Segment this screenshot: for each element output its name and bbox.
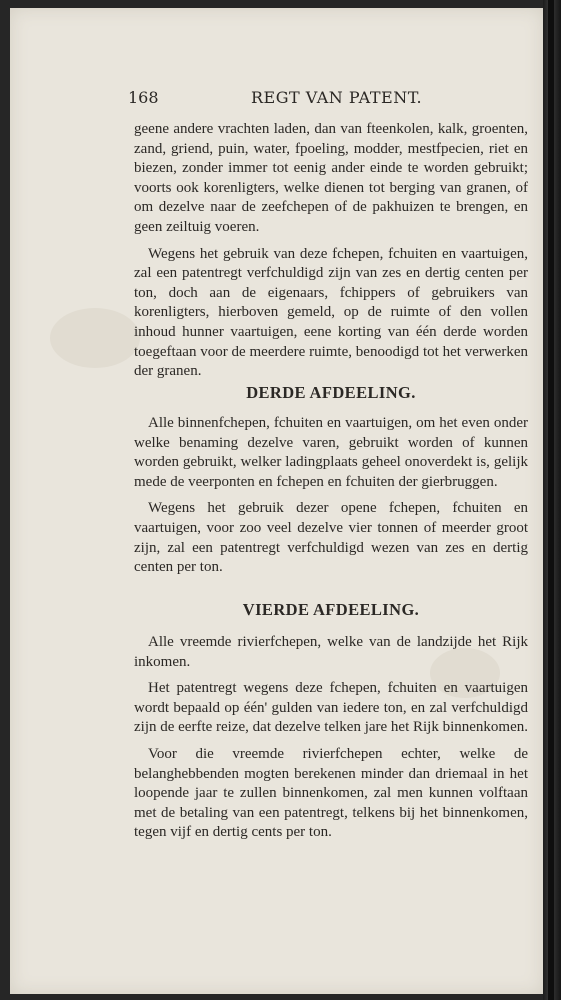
- paragraph: Het patentregt wegens deze fchepen, fchuiten en vaartuigen wordt bepaald op één' gulden van iedere ton, en zal verfchuldigd zijn de eerfte reize, dat dezelve telken jare het Rijk binnenkomen.: [134, 680, 528, 736]
- section-heading: DERDE AFDEELING.: [246, 383, 416, 402]
- text-block-section3: [134, 414, 528, 585]
- paper-stain: [50, 308, 140, 368]
- text-block-top: [134, 120, 528, 389]
- paragraph: Alle binnenfchepen, fchuiten en vaartuigen, om het even onder welke benaming dezelve varen, gebruikt worden of kunnen worden gebruikt, welker ladingplaats geheel onoverdekt is, gelijk mede de veerponten en fchepen en fchuiten der gierbruggen.: [134, 415, 528, 490]
- paragraph: Wegens het gebruik van deze fchepen, fchuiten en vaartuigen, zal een patentregt verfchuldigd zijn van zes en dertig centen per ton, doch aan de eigenaars, fchippers of gebruikers van korenligters, hierboven gemeld, op de ruimte of den vollen inhoud hunner vaartuigen, eene korting van één derde worden toegeftaan voor de meerdere ruimte, benoodigd tot het verwerken der granen.: [134, 245, 528, 380]
- paragraph: Voor die vreemde rivierfchepen echter, welke de belanghebbenden mogten berekenen minder dan driemaal in het loopende jaar te zullen binnenkomen, zal men kunnen volftaan met de betaling van een patentregt, telkens bij het binnenkomen, tegen vijf en dertig cents per ton.: [134, 745, 528, 841]
- spine-edge: [548, 0, 554, 1000]
- paragraph: geene andere vrachten laden, dan van fteenkolen, kalk, groenten, zand, griend, puin, water, fpoeling, modder, mestfpecien, riet en biezen, zonder immer tot eenig ander einde te worden gebruikt; voorts ook korenligters, welke dienen tot berging van granen, of om dezelve naar de zeefchepen of de pakhuizen te brengen, en geen zeiltuig voeren.: [134, 121, 528, 235]
- page-number: 168: [128, 88, 159, 107]
- section-heading: VIERDE AFDEELING.: [242, 600, 420, 619]
- paragraph: Alle vreemde rivierfchepen, welke van de landzijde het Rijk inkomen.: [134, 634, 528, 670]
- text-block-section4: [134, 633, 528, 850]
- paragraph: Wegens het gebruik dezer opene fchepen, fchuiten en vaartuigen, voor zoo veel dezelve vier tonnen of meerder groot zijn, zal een patentregt verfchuldigd wezen van zes en dertig centen per ton.: [134, 500, 528, 576]
- running-title: REGT VAN PATENT.: [251, 88, 423, 107]
- page-header: [128, 88, 428, 110]
